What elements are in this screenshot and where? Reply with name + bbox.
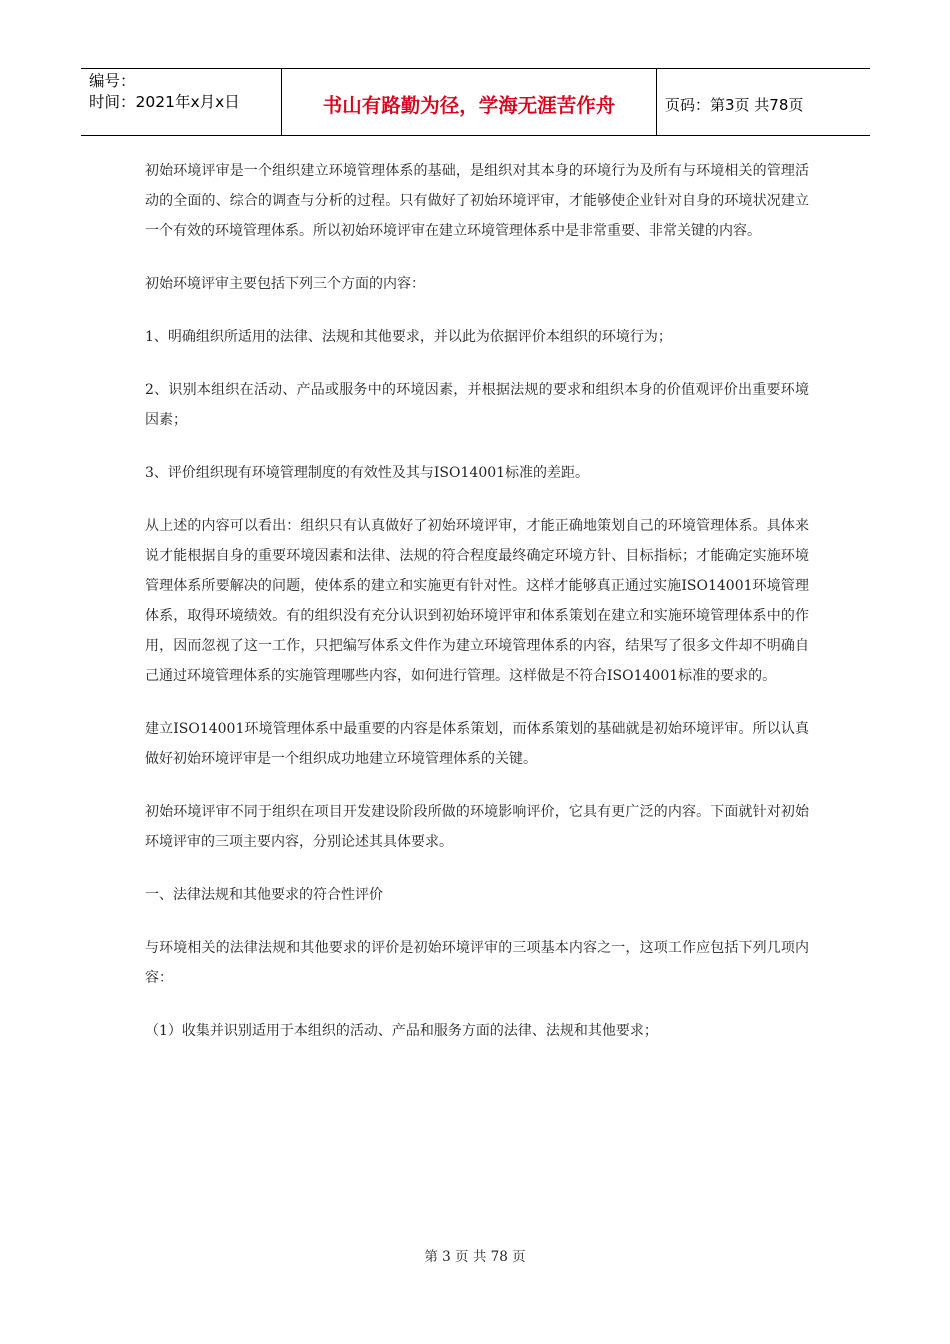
paragraph: 初始环境评审不同于组织在项目开发建设阶段所做的环境影响评价，它具有更广泛的内容。下面就针对初始环境评审的三项主要内容，分别论述其具体要求。	[145, 804, 809, 850]
paragraph: 初始环境评审主要包括下列三个方面的内容：	[145, 276, 425, 292]
list-item: 3、评价组织现有环境管理制度的有效性及其与ISO14001标准的差距。	[145, 465, 590, 481]
document-body	[145, 156, 809, 1069]
date-label: 时间：2021年x月x日	[89, 93, 240, 111]
paragraph: 建立ISO14001环境管理体系中最重要的内容是体系策划，而体系策划的基础就是初始环境评审。所以认真做好初始环境评审是一个组织成功地建立环境管理体系的关键。	[145, 721, 809, 767]
header-table	[81, 68, 870, 136]
motto-cell	[282, 69, 657, 135]
header-meta-cell	[81, 69, 282, 135]
page-footer	[0, 1245, 950, 1265]
list-item: 2、识别本组织在活动、产品或服务中的环境因素，并根据法规的要求和组织本身的价值观评价出重要环境因素；	[145, 382, 809, 428]
motto-text: 书山有路勤为径，学海无涯苦作舟	[322, 94, 616, 117]
paragraph: 从上述的内容可以看出：组织只有认真做好了初始环境评审，才能正确地策划自己的环境管理体系。具体来说才能根据自身的重要环境因素和法律、法规的符合程度最终确定环境方针、目标指标；才能确定实施环境管理体系所要解决的问题，使体系的建立和实施更有针对性。这样才能够真正通过实施ISO14001环境管理体系，取得环境绩效。有的组织没有充分认识到初始环境评审和体系策划在建立和实施环境管理体系中的作用，因而忽视了这一工作，只把编写体系文件作为建立环境管理体系的内容，结果写了很多文件却不明确自己通过环境管理体系的实施管理哪些内容，如何进行管理。这样做是不符合ISO14001标准的要求的。	[145, 518, 809, 684]
paragraph: 与环境相关的法律法规和其他要求的评价是初始环境评审的三项基本内容之一，这项工作应包括下列几项内容：	[145, 940, 809, 986]
page-info-cell	[657, 69, 870, 135]
list-item: 1、明确组织所适用的法律、法规和其他要求，并以此为依据评价本组织的环境行为；	[145, 329, 672, 345]
number-label: 编号：	[89, 72, 136, 90]
page-info-text: 页码：第3页 共78页	[665, 95, 804, 114]
footer-page-number: 第 3 页 共 78 页	[424, 1249, 526, 1265]
list-item: （1）收集并识别适用于本组织的活动、产品和服务方面的法律、法规和其他要求；	[145, 1023, 658, 1039]
paragraph: 初始环境评审是一个组织建立环境管理体系的基础，是组织对其本身的环境行为及所有与环境相关的管理活动的全面的、综合的调查与分析的过程。只有做好了初始环境评审，才能够使企业针对自身的环境状况建立一个有效的环境管理体系。所以初始环境评审在建立环境管理体系中是非常重要、非常关键的内容。	[145, 163, 809, 239]
section-heading: 一、法律法规和其他要求的符合性评价	[145, 887, 383, 903]
